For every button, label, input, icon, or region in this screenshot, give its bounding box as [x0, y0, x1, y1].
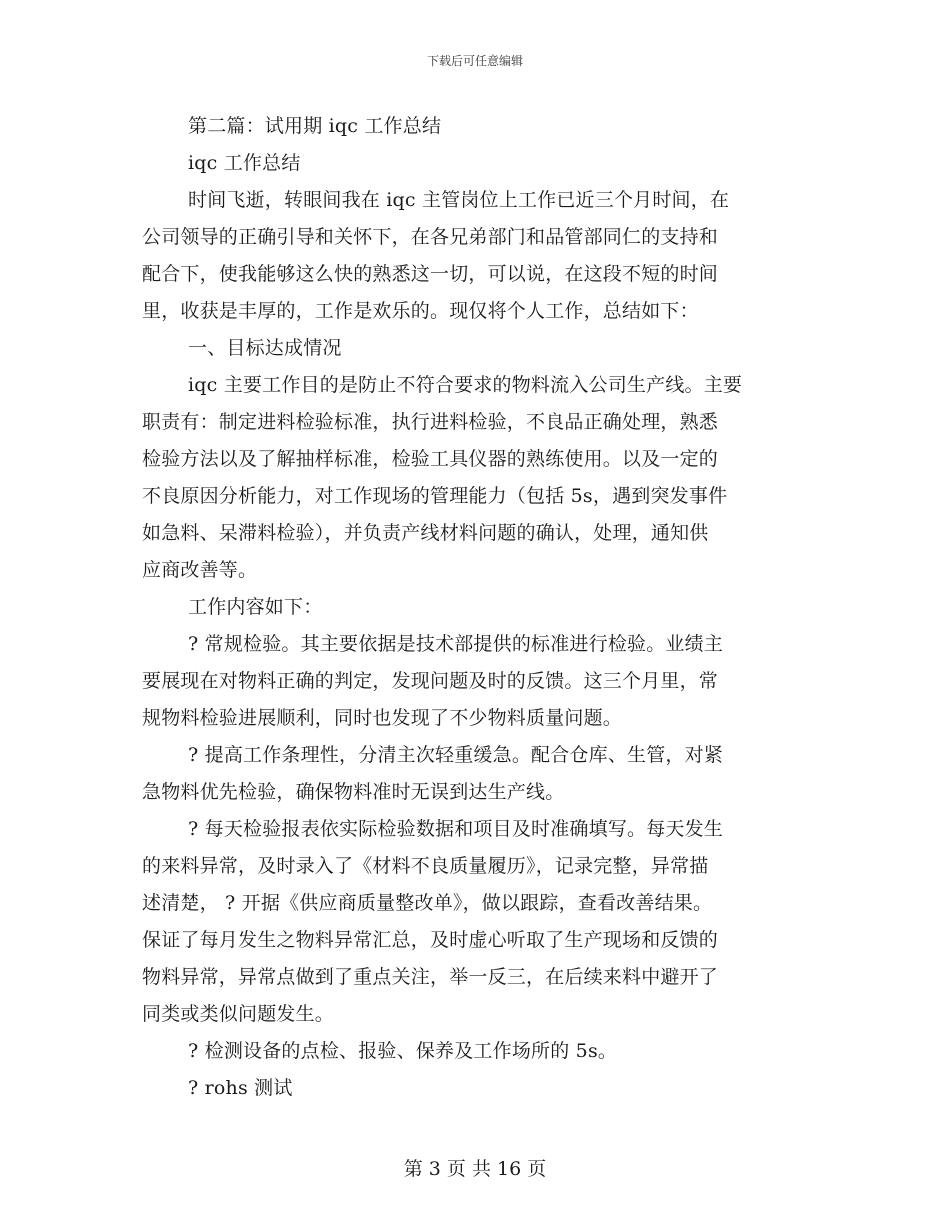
list-item-line: 述清楚， ? 开据《供应商质量整改单》，做以跟踪，查看改善结果。	[142, 892, 713, 914]
list-item-line: 物料异常，异常点做到了重点关注，举一反三，在后续来料中避开了	[142, 966, 719, 988]
list-item-line: ? 提高工作条理性，分清主次轻重缓急。配合仓库、生管，对紧	[188, 744, 724, 766]
paragraph-line: iqc 主要工作目的是防止不符合要求的物料流入公司生产线。主要	[188, 374, 743, 396]
list-item-line: ? 每天检验报表依实际检验数据和项目及时准确填写。每天发生	[188, 818, 724, 840]
list-item-line: 的来料异常，及时录入了《材料不良质量履历》，记录完整，异常描	[142, 855, 709, 877]
list-item-line: 规物料检验进展顺利，同时也发现了不少物料质量问题。	[142, 707, 623, 729]
list-item-line: 同类或类似问题发生。	[142, 1003, 335, 1025]
paragraph-line: 不良原因分析能力，对工作现场的管理能力（包括 5s，遇到突发事件	[142, 485, 728, 507]
paragraph-line: 检验方法以及了解抽样标准，检验工具仪器的熟练使用。以及一定的	[142, 448, 719, 470]
paragraph-line: 公司领导的正确引导和关怀下，在各兄弟部门和品管部同仁的支持和	[142, 226, 719, 248]
page-number: 第 3 页 共 16 页	[403, 1158, 547, 1180]
list-item-line: 保证了每月发生之物料异常汇总，及时虚心听取了生产现场和反馈的	[142, 929, 719, 951]
subtitle: iqc 工作总结	[188, 152, 301, 174]
paragraph-line: 应商改善等。	[142, 559, 258, 581]
document-body	[142, 108, 810, 1107]
section-title: 第二篇：试用期 iqc 工作总结	[188, 115, 442, 137]
list-item-line: ? rohs 测试	[188, 1077, 293, 1099]
paragraph-line: 职责有：制定进料检验标准，执行进料检验，不良品正确处理，熟悉	[142, 411, 719, 433]
paragraph-line: 如急料、呆滞料检验），并负责产线材料问题的确认，处理，通知供	[142, 522, 709, 544]
heading-goal: 一、目标达成情况	[188, 337, 342, 359]
paragraph-line: 里，收获是丰厚的，工作是欢乐的。现仅将个人工作，总结如下：	[142, 300, 699, 322]
list-item-line: ? 常规检验。其主要依据是技术部提供的标准进行检验。业绩主	[188, 633, 724, 655]
list-item-line: ? 检测设备的点检、报验、保养及工作场所的 5s。	[188, 1040, 618, 1062]
list-item-line: 要展现在对物料正确的判定，发现问题及时的反馈。这三个月里，常	[142, 670, 719, 692]
paragraph-line: 配合下，使我能够这么快的熟悉这一切，可以说，在这段不短的时间	[142, 263, 719, 285]
paragraph-line: 时间飞逝，转眼间我在 iqc 主管岗位上工作已近三个月时间，在	[188, 189, 730, 211]
page-header: 下载后可任意编辑	[426, 54, 523, 68]
heading-work-content: 工作内容如下：	[188, 596, 323, 618]
list-item-line: 急物料优先检验，确保物料准时无误到达生产线。	[142, 781, 565, 803]
